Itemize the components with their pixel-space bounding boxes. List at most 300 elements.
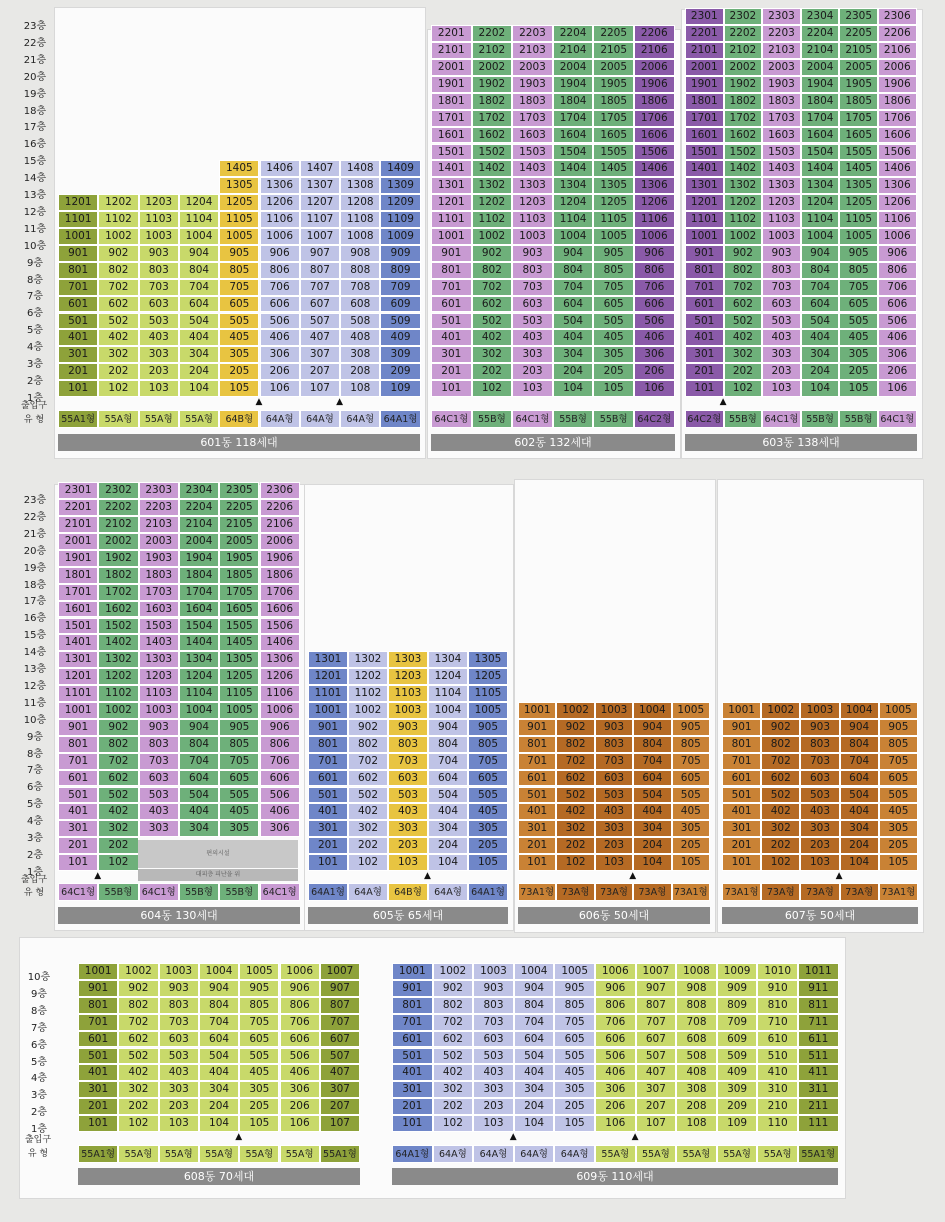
unit-cell: 302 xyxy=(556,820,594,837)
unit-type-cell: 64A1형 xyxy=(308,883,348,901)
unit-cell: 401 xyxy=(431,329,472,346)
unit-cell: 2306 xyxy=(260,482,300,499)
unit-cell: 1704 xyxy=(553,110,594,127)
unit-cell: 602 xyxy=(98,770,138,787)
unit-cell: 804 xyxy=(514,997,555,1014)
unit-cell: 2104 xyxy=(179,516,219,533)
unit-cell: 704 xyxy=(514,1014,555,1031)
unit-cell: 1406 xyxy=(260,634,300,651)
unit-cell: 403 xyxy=(473,1064,514,1081)
unit-cell: 404 xyxy=(633,803,671,820)
unit-cell: 609 xyxy=(380,296,420,313)
floor-label-15: 15층 xyxy=(23,156,47,168)
unit-cell: 1702 xyxy=(98,584,138,601)
unit-cell: 1105 xyxy=(839,211,878,228)
unit-cell: 1603 xyxy=(139,601,179,618)
unit-cell: 101 xyxy=(308,854,348,871)
unit-cell: 905 xyxy=(219,245,259,262)
unit-cell: 703 xyxy=(512,279,553,296)
unit-cell: 502 xyxy=(761,787,800,804)
unit-cell: 501 xyxy=(722,787,761,804)
floor-label-1: 1층 xyxy=(30,1124,48,1136)
unit-cell: 206 xyxy=(280,1098,320,1115)
unit-cell: 2304 xyxy=(801,8,840,25)
unit-cell: 305 xyxy=(219,346,259,363)
unit-cell: 2004 xyxy=(179,533,219,550)
unit-cell: 704 xyxy=(801,279,840,296)
unit-cell: 905 xyxy=(839,245,878,262)
unit-cell: 101 xyxy=(78,1115,118,1132)
unit-cell: 107 xyxy=(300,380,340,397)
unit-cell: 205 xyxy=(593,363,634,380)
unit-cell: 603 xyxy=(595,770,633,787)
unit-cell: 502 xyxy=(472,313,513,330)
unit-cell: 103 xyxy=(595,854,633,871)
unit-type-cell: 55A형 xyxy=(159,1145,199,1163)
unit-cell: 1201 xyxy=(58,194,98,211)
unit-cell: 101 xyxy=(685,380,724,397)
unit-cell: 102 xyxy=(761,854,800,871)
unit-cell: 802 xyxy=(761,736,800,753)
unit-cell: 306 xyxy=(878,346,917,363)
unit-cell: 1409 xyxy=(380,160,420,177)
unit-cell: 802 xyxy=(98,736,138,753)
unit-cell: 2306 xyxy=(878,8,917,25)
unit-type-cell: 55B형 xyxy=(179,883,219,901)
unit-type-cell: 55A형 xyxy=(636,1145,677,1163)
unit-cell: 803 xyxy=(139,262,179,279)
unit-cell: 1606 xyxy=(634,127,675,144)
unit-cell: 501 xyxy=(392,1048,433,1065)
unit-cell: 307 xyxy=(636,1081,677,1098)
unit-cell: 1403 xyxy=(762,160,801,177)
unit-cell: 904 xyxy=(199,980,239,997)
unit-cell: 301 xyxy=(431,346,472,363)
unit-cell: 1308 xyxy=(340,177,380,194)
unit-type-cell: 55A형 xyxy=(179,410,219,428)
unit-cell: 1302 xyxy=(98,651,138,668)
unit-cell: 1705 xyxy=(593,110,634,127)
unit-cell: 505 xyxy=(239,1048,279,1065)
unit-cell: 602 xyxy=(433,1031,474,1048)
unit-type-cell: 55A1형 xyxy=(320,1145,360,1163)
unit-type-cell: 64C1형 xyxy=(512,410,553,428)
unit-cell: 606 xyxy=(280,1031,320,1048)
unit-cell: 503 xyxy=(159,1048,199,1065)
unit-cell: 404 xyxy=(179,803,219,820)
unit-cell: 701 xyxy=(58,279,98,296)
unit-cell: 301 xyxy=(392,1081,433,1098)
unit-cell: 504 xyxy=(633,787,671,804)
unit-cell: 205 xyxy=(239,1098,279,1115)
unit-cell: 703 xyxy=(159,1014,199,1031)
unit-cell: 503 xyxy=(139,313,179,330)
unit-cell: 105 xyxy=(593,380,634,397)
unit-cell: 201 xyxy=(308,837,348,854)
unit-cell: 506 xyxy=(260,787,300,804)
unit-type-cell: 55A형 xyxy=(757,1145,798,1163)
unit-cell: 1506 xyxy=(634,144,675,161)
unit-cell: 1605 xyxy=(839,127,878,144)
unit-cell: 602 xyxy=(556,770,594,787)
unit-cell: 1201 xyxy=(58,668,98,685)
unit-cell: 1001 xyxy=(392,963,433,980)
unit-cell: 807 xyxy=(320,997,360,1014)
unit-type-cell: 55A1형 xyxy=(798,1145,839,1163)
unit-cell: 103 xyxy=(159,1115,199,1132)
unit-cell: 409 xyxy=(717,1064,758,1081)
unit-cell: 509 xyxy=(717,1048,758,1065)
unit-cell: 501 xyxy=(308,787,348,804)
unit-cell: 1001 xyxy=(518,702,556,719)
unit-cell: 801 xyxy=(392,997,433,1014)
unit-cell: 103 xyxy=(388,854,428,871)
unit-cell: 505 xyxy=(219,787,259,804)
unit-cell: 1006 xyxy=(260,702,300,719)
unit-cell: 404 xyxy=(514,1064,555,1081)
unit-cell: 104 xyxy=(514,1115,555,1132)
unit-cell: 902 xyxy=(98,245,138,262)
unit-cell: 1505 xyxy=(839,144,878,161)
unit-cell: 706 xyxy=(595,1014,636,1031)
unit-cell: 402 xyxy=(761,803,800,820)
unit-cell: 502 xyxy=(98,313,138,330)
unit-cell: 202 xyxy=(761,837,800,854)
unit-cell: 601 xyxy=(722,770,761,787)
unit-cell: 804 xyxy=(199,997,239,1014)
unit-cell: 1005 xyxy=(879,702,918,719)
floor-label-10: 10층 xyxy=(23,714,47,726)
unit-cell: 611 xyxy=(798,1031,839,1048)
unit-cell: 803 xyxy=(473,997,514,1014)
unit-cell: 305 xyxy=(593,346,634,363)
unit-type-cell: 73A형 xyxy=(840,883,879,901)
floor-label-22: 22층 xyxy=(23,37,47,49)
unit-cell: 704 xyxy=(553,279,594,296)
unit-cell: 601 xyxy=(685,296,724,313)
unit-cell: 601 xyxy=(518,770,556,787)
unit-cell: 805 xyxy=(593,262,634,279)
unit-cell: 804 xyxy=(840,736,879,753)
unit-type-cell: 73A형 xyxy=(761,883,800,901)
unit-cell: 201 xyxy=(685,363,724,380)
unit-cell: 1007 xyxy=(636,963,677,980)
unit-cell: 806 xyxy=(634,262,675,279)
unit-cell: 2305 xyxy=(839,8,878,25)
unit-cell: 203 xyxy=(762,363,801,380)
unit-cell: 107 xyxy=(636,1115,677,1132)
unit-cell: 1104 xyxy=(801,211,840,228)
unit-cell: 1605 xyxy=(593,127,634,144)
unit-cell: 1101 xyxy=(431,211,472,228)
unit-cell: 902 xyxy=(118,980,158,997)
unit-cell: 1306 xyxy=(260,651,300,668)
unit-cell: 207 xyxy=(300,363,340,380)
unit-cell: 602 xyxy=(472,296,513,313)
unit-cell: 604 xyxy=(553,296,594,313)
floor-label-12: 12층 xyxy=(23,680,47,692)
unit-cell: 506 xyxy=(878,313,917,330)
unit-cell: 701 xyxy=(722,753,761,770)
unit-cell: 105 xyxy=(839,380,878,397)
unit-cell: 308 xyxy=(676,1081,717,1098)
unit-cell: 1009 xyxy=(380,228,420,245)
unit-cell: 505 xyxy=(468,787,508,804)
unit-cell: 510 xyxy=(757,1048,798,1065)
floor-label-16: 16층 xyxy=(23,139,47,151)
unit-cell: 705 xyxy=(219,753,259,770)
unit-cell: 506 xyxy=(634,313,675,330)
unit-cell: 1305 xyxy=(839,177,878,194)
unit-cell: 304 xyxy=(840,820,879,837)
unit-cell: 1004 xyxy=(179,228,219,245)
unit-cell: 905 xyxy=(219,719,259,736)
unit-cell: 102 xyxy=(472,380,513,397)
unit-cell: 201 xyxy=(722,837,761,854)
unit-cell: 605 xyxy=(554,1031,595,1048)
unit-cell: 101 xyxy=(518,854,556,871)
unit-cell: 1205 xyxy=(468,668,508,685)
unit-cell: 1204 xyxy=(179,668,219,685)
unit-cell: 2006 xyxy=(634,59,675,76)
unit-cell: 1205 xyxy=(219,668,259,685)
unit-cell: 807 xyxy=(636,997,677,1014)
unit-cell: 903 xyxy=(762,245,801,262)
unit-cell: 905 xyxy=(554,980,595,997)
unit-cell: 2202 xyxy=(98,499,138,516)
unit-cell: 711 xyxy=(798,1014,839,1031)
unit-cell: 1301 xyxy=(685,177,724,194)
unit-cell: 1204 xyxy=(801,194,840,211)
unit-type-cell: 64C1형 xyxy=(260,883,300,901)
unit-cell: 303 xyxy=(473,1081,514,1098)
unit-cell: 610 xyxy=(757,1031,798,1048)
unit-cell: 202 xyxy=(98,363,138,380)
floor-label-18: 18층 xyxy=(23,105,47,117)
unit-cell: 607 xyxy=(320,1031,360,1048)
unit-cell: 606 xyxy=(634,296,675,313)
unit-cell: 606 xyxy=(595,1031,636,1048)
unit-cell: 1001 xyxy=(722,702,761,719)
unit-cell: 405 xyxy=(554,1064,595,1081)
unit-cell: 2303 xyxy=(762,8,801,25)
unit-cell: 701 xyxy=(685,279,724,296)
unit-type-cell: 64A형 xyxy=(300,410,340,428)
unit-cell: 104 xyxy=(633,854,671,871)
unit-cell: 205 xyxy=(468,837,508,854)
unit-cell: 804 xyxy=(179,736,219,753)
unit-cell: 401 xyxy=(78,1064,118,1081)
unit-cell: 1003 xyxy=(800,702,839,719)
floor-label-13: 13층 xyxy=(23,190,47,201)
unit-cell: 204 xyxy=(199,1098,239,1115)
unit-cell: 710 xyxy=(757,1014,798,1031)
unit-cell: 702 xyxy=(98,753,138,770)
unit-cell: 803 xyxy=(388,736,428,753)
unit-cell: 810 xyxy=(757,997,798,1014)
unit-cell: 201 xyxy=(58,363,98,380)
unit-cell: 811 xyxy=(798,997,839,1014)
unit-cell: 203 xyxy=(159,1098,199,1115)
unit-cell: 1404 xyxy=(179,634,219,651)
unit-cell: 404 xyxy=(840,803,879,820)
unit-cell: 1007 xyxy=(320,963,360,980)
unit-type-cell: 64C1형 xyxy=(58,883,98,901)
unit-cell: 2205 xyxy=(593,25,634,42)
unit-type-cell: 55A형 xyxy=(595,1145,636,1163)
unit-cell: 1904 xyxy=(179,550,219,567)
unit-type-cell: 64A형 xyxy=(348,883,388,901)
unit-cell: 1106 xyxy=(634,211,675,228)
unit-cell: 605 xyxy=(593,296,634,313)
unit-cell: 1201 xyxy=(308,668,348,685)
unit-cell: 202 xyxy=(98,837,138,854)
unit-cell: 603 xyxy=(512,296,553,313)
floor-label-18: 18층 xyxy=(23,579,47,591)
floor-label-5: 5층 xyxy=(30,1056,48,1068)
unit-cell: 1804 xyxy=(179,567,219,584)
unit-type-cell: 73A형 xyxy=(595,883,633,901)
unit-cell: 206 xyxy=(878,363,917,380)
unit-cell: 906 xyxy=(634,245,675,262)
unit-cell: 401 xyxy=(722,803,761,820)
unit-cell: 909 xyxy=(717,980,758,997)
unit-cell: 1104 xyxy=(179,211,219,228)
unit-cell: 501 xyxy=(685,313,724,330)
unit-cell: 1806 xyxy=(878,93,917,110)
unit-cell: 801 xyxy=(722,736,761,753)
unit-cell: 205 xyxy=(554,1098,595,1115)
unit-cell: 101 xyxy=(58,380,98,397)
unit-cell: 1803 xyxy=(512,93,553,110)
unit-cell: 1003 xyxy=(762,228,801,245)
unit-cell: 704 xyxy=(633,753,671,770)
unit-cell: 2305 xyxy=(219,482,259,499)
floor-label-22: 22층 xyxy=(23,511,47,523)
unit-cell: 502 xyxy=(433,1048,474,1065)
unit-cell: 804 xyxy=(553,262,594,279)
unit-cell: 1504 xyxy=(801,144,840,161)
unit-cell: 2001 xyxy=(685,59,724,76)
unit-cell: 506 xyxy=(260,313,300,330)
unit-cell: 402 xyxy=(118,1064,158,1081)
unit-cell: 703 xyxy=(139,753,179,770)
unit-cell: 207 xyxy=(320,1098,360,1115)
unit-cell: 1601 xyxy=(431,127,472,144)
unit-cell: 301 xyxy=(685,346,724,363)
floor-label-6: 6층 xyxy=(26,782,44,794)
building-606-footer: 606동 50세대 xyxy=(518,907,710,924)
unit-cell: 1202 xyxy=(348,668,388,685)
floor-label-20: 20층 xyxy=(23,71,47,83)
unit-cell: 302 xyxy=(724,346,763,363)
unit-cell: 203 xyxy=(512,363,553,380)
unit-cell: 205 xyxy=(672,837,710,854)
unit-cell: 1606 xyxy=(260,601,300,618)
unit-cell: 902 xyxy=(724,245,763,262)
unit-cell: 406 xyxy=(634,329,675,346)
unit-cell: 803 xyxy=(159,997,199,1014)
unit-cell: 203 xyxy=(473,1098,514,1115)
unit-cell: 603 xyxy=(139,770,179,787)
unit-cell: 809 xyxy=(717,997,758,1014)
unit-cell: 1102 xyxy=(724,211,763,228)
unit-cell: 1202 xyxy=(472,194,513,211)
unit-cell: 603 xyxy=(388,770,428,787)
unit-cell: 904 xyxy=(840,719,879,736)
unit-cell: 2206 xyxy=(878,25,917,42)
unit-cell: 403 xyxy=(388,803,428,820)
unit-cell: 1805 xyxy=(839,93,878,110)
unit-cell: 503 xyxy=(512,313,553,330)
unit-cell: 1103 xyxy=(512,211,553,228)
floor-label-6: 6층 xyxy=(30,1039,48,1051)
unit-cell: 308 xyxy=(340,346,380,363)
unit-cell: 2003 xyxy=(762,59,801,76)
unit-cell: 201 xyxy=(78,1098,118,1115)
unit-cell: 511 xyxy=(798,1048,839,1065)
unit-cell: 901 xyxy=(308,719,348,736)
unit-cell: 504 xyxy=(179,313,219,330)
unit-cell: 705 xyxy=(239,1014,279,1031)
unit-cell: 1006 xyxy=(280,963,320,980)
unit-cell: 1301 xyxy=(431,177,472,194)
unit-cell: 805 xyxy=(554,997,595,1014)
unit-cell: 605 xyxy=(672,770,710,787)
unit-cell: 609 xyxy=(717,1031,758,1048)
unit-cell: 1002 xyxy=(556,702,594,719)
unit-cell: 703 xyxy=(800,753,839,770)
unit-cell: 102 xyxy=(98,380,138,397)
unit-cell: 1005 xyxy=(593,228,634,245)
unit-cell: 1603 xyxy=(512,127,553,144)
unit-cell: 905 xyxy=(239,980,279,997)
unit-cell: 1208 xyxy=(340,194,380,211)
unit-cell: 1906 xyxy=(878,76,917,93)
unit-cell: 704 xyxy=(840,753,879,770)
unit-cell: 1901 xyxy=(431,76,472,93)
unit-cell: 601 xyxy=(58,770,98,787)
unit-cell: 1406 xyxy=(878,160,917,177)
unit-cell: 1901 xyxy=(58,550,98,567)
entrance-label-bottom: 출입구 xyxy=(24,1135,52,1145)
unit-cell: 705 xyxy=(879,753,918,770)
unit-cell: 302 xyxy=(472,346,513,363)
unit-cell: 501 xyxy=(58,313,98,330)
unit-cell: 2304 xyxy=(179,482,219,499)
unit-type-cell: 55B형 xyxy=(98,883,138,901)
unit-cell: 1401 xyxy=(58,634,98,651)
unit-cell: 902 xyxy=(556,719,594,736)
unit-cell: 603 xyxy=(800,770,839,787)
unit-cell: 203 xyxy=(800,837,839,854)
unit-cell: 2005 xyxy=(593,59,634,76)
unit-cell: 303 xyxy=(159,1081,199,1098)
unit-type-cell: 55A형 xyxy=(239,1145,279,1163)
unit-cell: 204 xyxy=(179,363,219,380)
unit-type-cell: 64C2형 xyxy=(634,410,675,428)
unit-cell: 905 xyxy=(672,719,710,736)
unit-cell: 702 xyxy=(556,753,594,770)
unit-cell: 1501 xyxy=(431,144,472,161)
unit-cell: 1904 xyxy=(553,76,594,93)
unit-cell: 406 xyxy=(878,329,917,346)
unit-type-cell: 64A형 xyxy=(340,410,380,428)
unit-cell: 1902 xyxy=(724,76,763,93)
unit-cell: 702 xyxy=(472,279,513,296)
unit-cell: 408 xyxy=(340,329,380,346)
unit-cell: 1006 xyxy=(634,228,675,245)
